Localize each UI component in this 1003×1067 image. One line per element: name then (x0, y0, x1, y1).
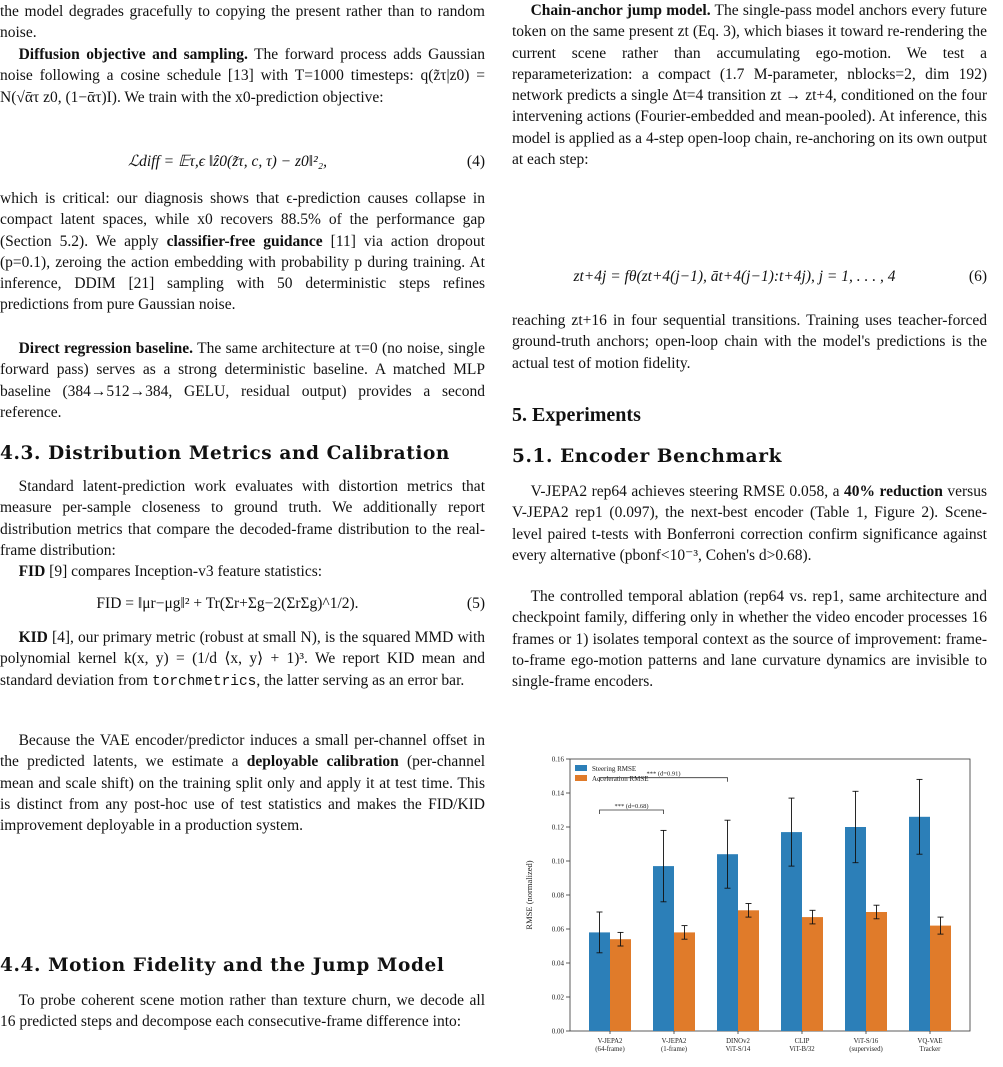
legend-label: Steering RMSE (592, 765, 637, 773)
y-tick-label: 0.04 (551, 959, 564, 968)
x-tick-label: DINOv2 (726, 1038, 750, 1045)
x-tick-label: VQ-VAE (917, 1038, 943, 1045)
benchmark-reduction: 40% reduction (844, 483, 943, 500)
x-tick-sublabel: (1-frame) (660, 1046, 688, 1053)
intro-paragraph: the model degrades gracefully to copying the present rather than to random noise. (0, 3, 485, 42)
metrics-paragraph: Standard latent-prediction work evaluates with distortion metrics that measure per-sample closeness to ground truth. We additionally report distribution metrics that compare the decoded-frame distribution to the real-frame distribution: (0, 478, 485, 559)
section-5-1-heading: 5.1. Encoder Benchmark (512, 446, 783, 467)
kid-body: [4], our primary metric (robust at small N), is the squared MMD with polynomial kernel k(x, y) = (1/d ⟨x, y⟩ + 1)³. We report KID mean and standard deviation from (0, 629, 485, 689)
equation-5 (0, 582, 485, 626)
diffusion-paragraph (0, 44, 485, 108)
equation-6-number: (6) (968, 268, 987, 286)
calibration-paragraph (0, 730, 485, 836)
ablation-paragraph: The controlled temporal ablation (rep64 vs. rep1, same architecture and checkpoint family, differing only in whether the video encoder processes 16 frames or 1) isolates temporal context as the source of improvement: frame-to-frame ego-motion patterns and lane curvature dynamics are invisible to single-frame encoders. (512, 588, 987, 691)
kid-paragraph (0, 627, 485, 693)
equation-4 (0, 140, 485, 184)
section-4-4-heading: 4.4. Motion Fidelity and the Jump Model (0, 955, 445, 976)
y-tick-label: 0.16 (551, 755, 564, 764)
x-tick-sublabel: (64-frame) (595, 1046, 625, 1053)
calibration-text-b: (per-channel mean and scale shift) on the training split only and apply it at test time. This is distinct from any post-hoc use of test statistics and makes the FID/KID improvement deployable in a production system. (0, 753, 485, 835)
torchmetrics-code: torchmetrics (151, 673, 257, 690)
section-5-heading: 5. Experiments (512, 404, 641, 426)
equation-6-body: zt+4j = fθ(zt+4(j−1), āt+4(j−1):t+4j), j = 1, . . . , 4 (573, 268, 896, 286)
x-tick-label: ViT-S/16 (853, 1038, 879, 1045)
reach-paragraph: reaching zt+16 in four sequential transitions. Training uses teacher-forced ground-truth anchors; open-loop chain with the model's predictions is the actual test of motion fidelity. (512, 312, 987, 372)
bar (930, 926, 951, 1031)
significance-label: *** (d=0.68) (614, 803, 649, 810)
motion-paragraph: To probe coherent scene motion rather than texture churn, we decode all 16 predicted steps and decompose each consecutive-frame difference into: (0, 992, 485, 1031)
legend-swatch (575, 775, 587, 781)
calibration-text-a: Because the VAE encoder/predictor induces a small per-channel offset in the predicted latents, we estimate a (0, 732, 485, 771)
significance-bracket (600, 810, 664, 814)
equation-4-number: (4) (466, 153, 485, 171)
kid-term: KID (18, 629, 48, 646)
chain-anchor-paragraph (512, 0, 987, 170)
bar (802, 917, 823, 1031)
y-tick-label: 0.12 (551, 823, 564, 832)
regression-body: The same architecture at τ=0 (no noise, single forward pass) serves as a strong deterministic baseline. A matched MLP baseline (384→512→384, GELU, residual output) provides a second reference. (0, 340, 485, 421)
legend-swatch (575, 765, 587, 771)
collapse-text-b: [11] via action dropout (p=0.1), zeroing the action embedding with probability p during training. At inference, DDIM [21] sampling with 50 deterministic steps refines predictions from pure Gaussian noise. (0, 232, 485, 314)
significance-label: *** (d=0.91) (646, 770, 681, 778)
regression-paragraph (0, 338, 485, 423)
equation-6 (512, 255, 987, 299)
collapse-text-a: which is critical: our diagnosis shows that ϵ-prediction causes collapse in compact latent spaces, while x0 recovers 88.5% of the performance gap (Section 5.2). We apply (0, 190, 485, 250)
x-tick-label: V-JEPA2 (661, 1038, 687, 1045)
chain-anchor-body: The single-pass model anchors every future token on the same present zt (Eq. 3), which biases it toward re-rendering the current scene rather than accumulating ego-motion. We test a reparameterization: a compact (1.7 M-parameter, nblocks=2, dim 192) network predicts a single Δt=4 transition zt → zt+4, conditioned on the four intervening actions (Fourier-embedded and mean-pooled). At inference, this model is applied as a 4-step open-loop chain, re-anchoring on its own output at each step: (512, 2, 987, 169)
cfg-term: classifier-free guidance (166, 232, 323, 250)
bar (866, 912, 887, 1031)
kid-tail: , the latter serving as an error bar. (256, 671, 465, 689)
legend-label: Acceleration RMSE (592, 775, 649, 783)
bar (610, 939, 631, 1031)
x-tick-sublabel: (supervised) (849, 1046, 883, 1053)
y-tick-label: 0.08 (551, 891, 564, 900)
x-tick-sublabel: Tracker (919, 1046, 941, 1053)
rmse-bar-chart (518, 753, 978, 1065)
equation-5-number: (5) (466, 595, 485, 613)
y-tick-label: 0.10 (551, 857, 564, 866)
diffusion-heading: Diffusion objective and sampling. (18, 46, 248, 63)
fid-body: [9] compares Inception-v3 feature statistics: (45, 563, 323, 580)
section-4-3-heading: 4.3. Distribution Metrics and Calibration (0, 443, 450, 464)
fid-paragraph (0, 561, 485, 582)
benchmark-paragraph (512, 481, 987, 566)
regression-heading: Direct regression baseline. (18, 340, 194, 357)
diffusion-body: The forward process adds Gaussian noise following a cosine schedule [13] with T=1000 timesteps: q(z̃τ|z0) = N(√ᾱτ z0, (1−ᾱτ)I). We train with the x0-prediction objective: (0, 46, 485, 106)
y-axis-label: RMSE (normalized) (524, 860, 534, 930)
x-tick-sublabel: ViT-B/32 (789, 1046, 815, 1053)
collapse-paragraph (0, 188, 485, 316)
calibration-term: deployable calibration (246, 753, 399, 771)
bar (674, 932, 695, 1031)
benchmark-text-b: versus V-JEPA2 rep1 (0.097), the next-best encoder (Table 1, Figure 2). Scene-level paired t-tests with Bonferroni correction confirm significance against every alternative (pbonf<10⁻³, Cohen's d>0.68). (512, 483, 987, 564)
x-tick-label: V-JEPA2 (597, 1038, 623, 1045)
chain-anchor-heading: Chain-anchor jump model. (530, 2, 711, 19)
y-tick-label: 0.02 (551, 993, 564, 1002)
y-tick-label: 0.14 (551, 789, 564, 798)
x-tick-label: CLIP (794, 1038, 810, 1045)
y-tick-label: 0.00 (551, 1027, 564, 1036)
bar (738, 910, 759, 1031)
equation-5-body: FID = ‖μr−μg‖² + Tr(Σr+Σg−2(ΣrΣg)^1/2). (96, 595, 359, 613)
fid-term: FID (18, 563, 46, 580)
x-tick-sublabel: ViT-S/14 (725, 1046, 751, 1053)
benchmark-text-a: V-JEPA2 rep64 achieves steering RMSE 0.058, a (530, 483, 844, 500)
y-tick-label: 0.06 (551, 925, 564, 934)
equation-4-body: ℒdiff = 𝔼τ,ϵ ‖ẑ0(z̃τ, c, τ) − z0‖²₂, (127, 153, 328, 171)
